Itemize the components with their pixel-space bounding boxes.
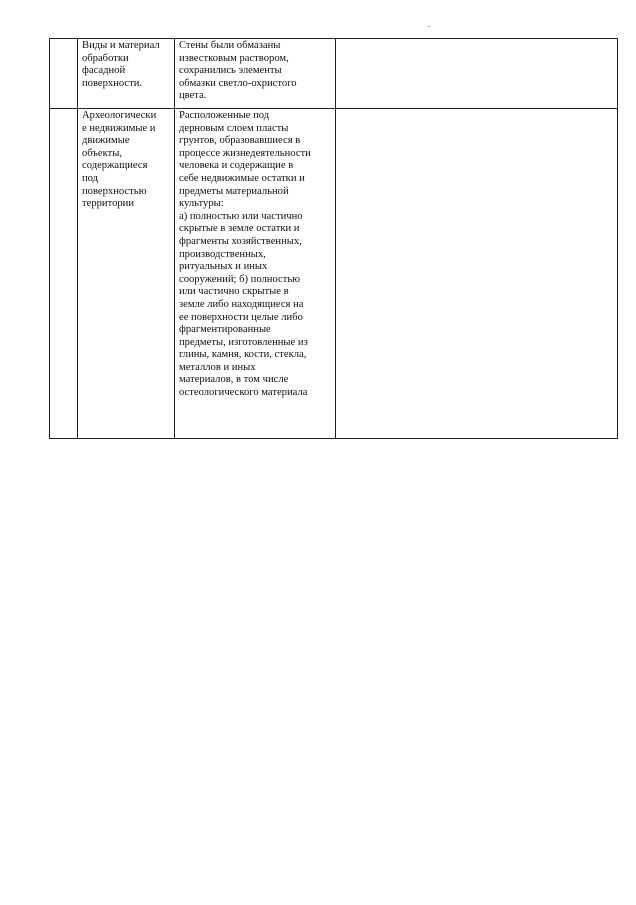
element-description-cell (175, 109, 336, 439)
element-name-cell (78, 39, 175, 109)
element-name: Археологически е недвижимые и движимые объекты, содержащиеся под поверхностью территории (82, 110, 157, 210)
subject-protection-table (49, 38, 618, 439)
element-name-cell (78, 109, 175, 439)
row-number-cell (50, 109, 78, 439)
element-description: Стены были обмазаны известковым раствором, сохранились элементы обмазки светло-охристого цвета. (179, 40, 297, 102)
element-name: Виды и материал обработки фасадной поверхности. (82, 40, 160, 89)
note-cell (336, 39, 618, 109)
element-description: Расположенные под дерновым слоем пласты грунтов, образовавшиеся в процессе жизнедеятельности человека и содержащие в себе недвижимые остатки и предметы материальной культуры: а) полностью или частично скрытые в земле остатки и фрагменты хозяйственных, производственных, ритуальных и иных сооружений; б) полностью или частично скрытые в земле либо находящиеся на ее поверхности целые либо фрагментированные предметы, изготовленные из глины, камня, кости, стекла, металлов и иных материалов, в том числе остеологического материала (179, 110, 311, 399)
element-description-cell (175, 39, 336, 109)
note-cell (336, 109, 618, 439)
row-number-cell (50, 39, 78, 109)
scan-artifact (428, 26, 430, 27)
table-row (50, 109, 618, 439)
table-row (50, 39, 618, 109)
